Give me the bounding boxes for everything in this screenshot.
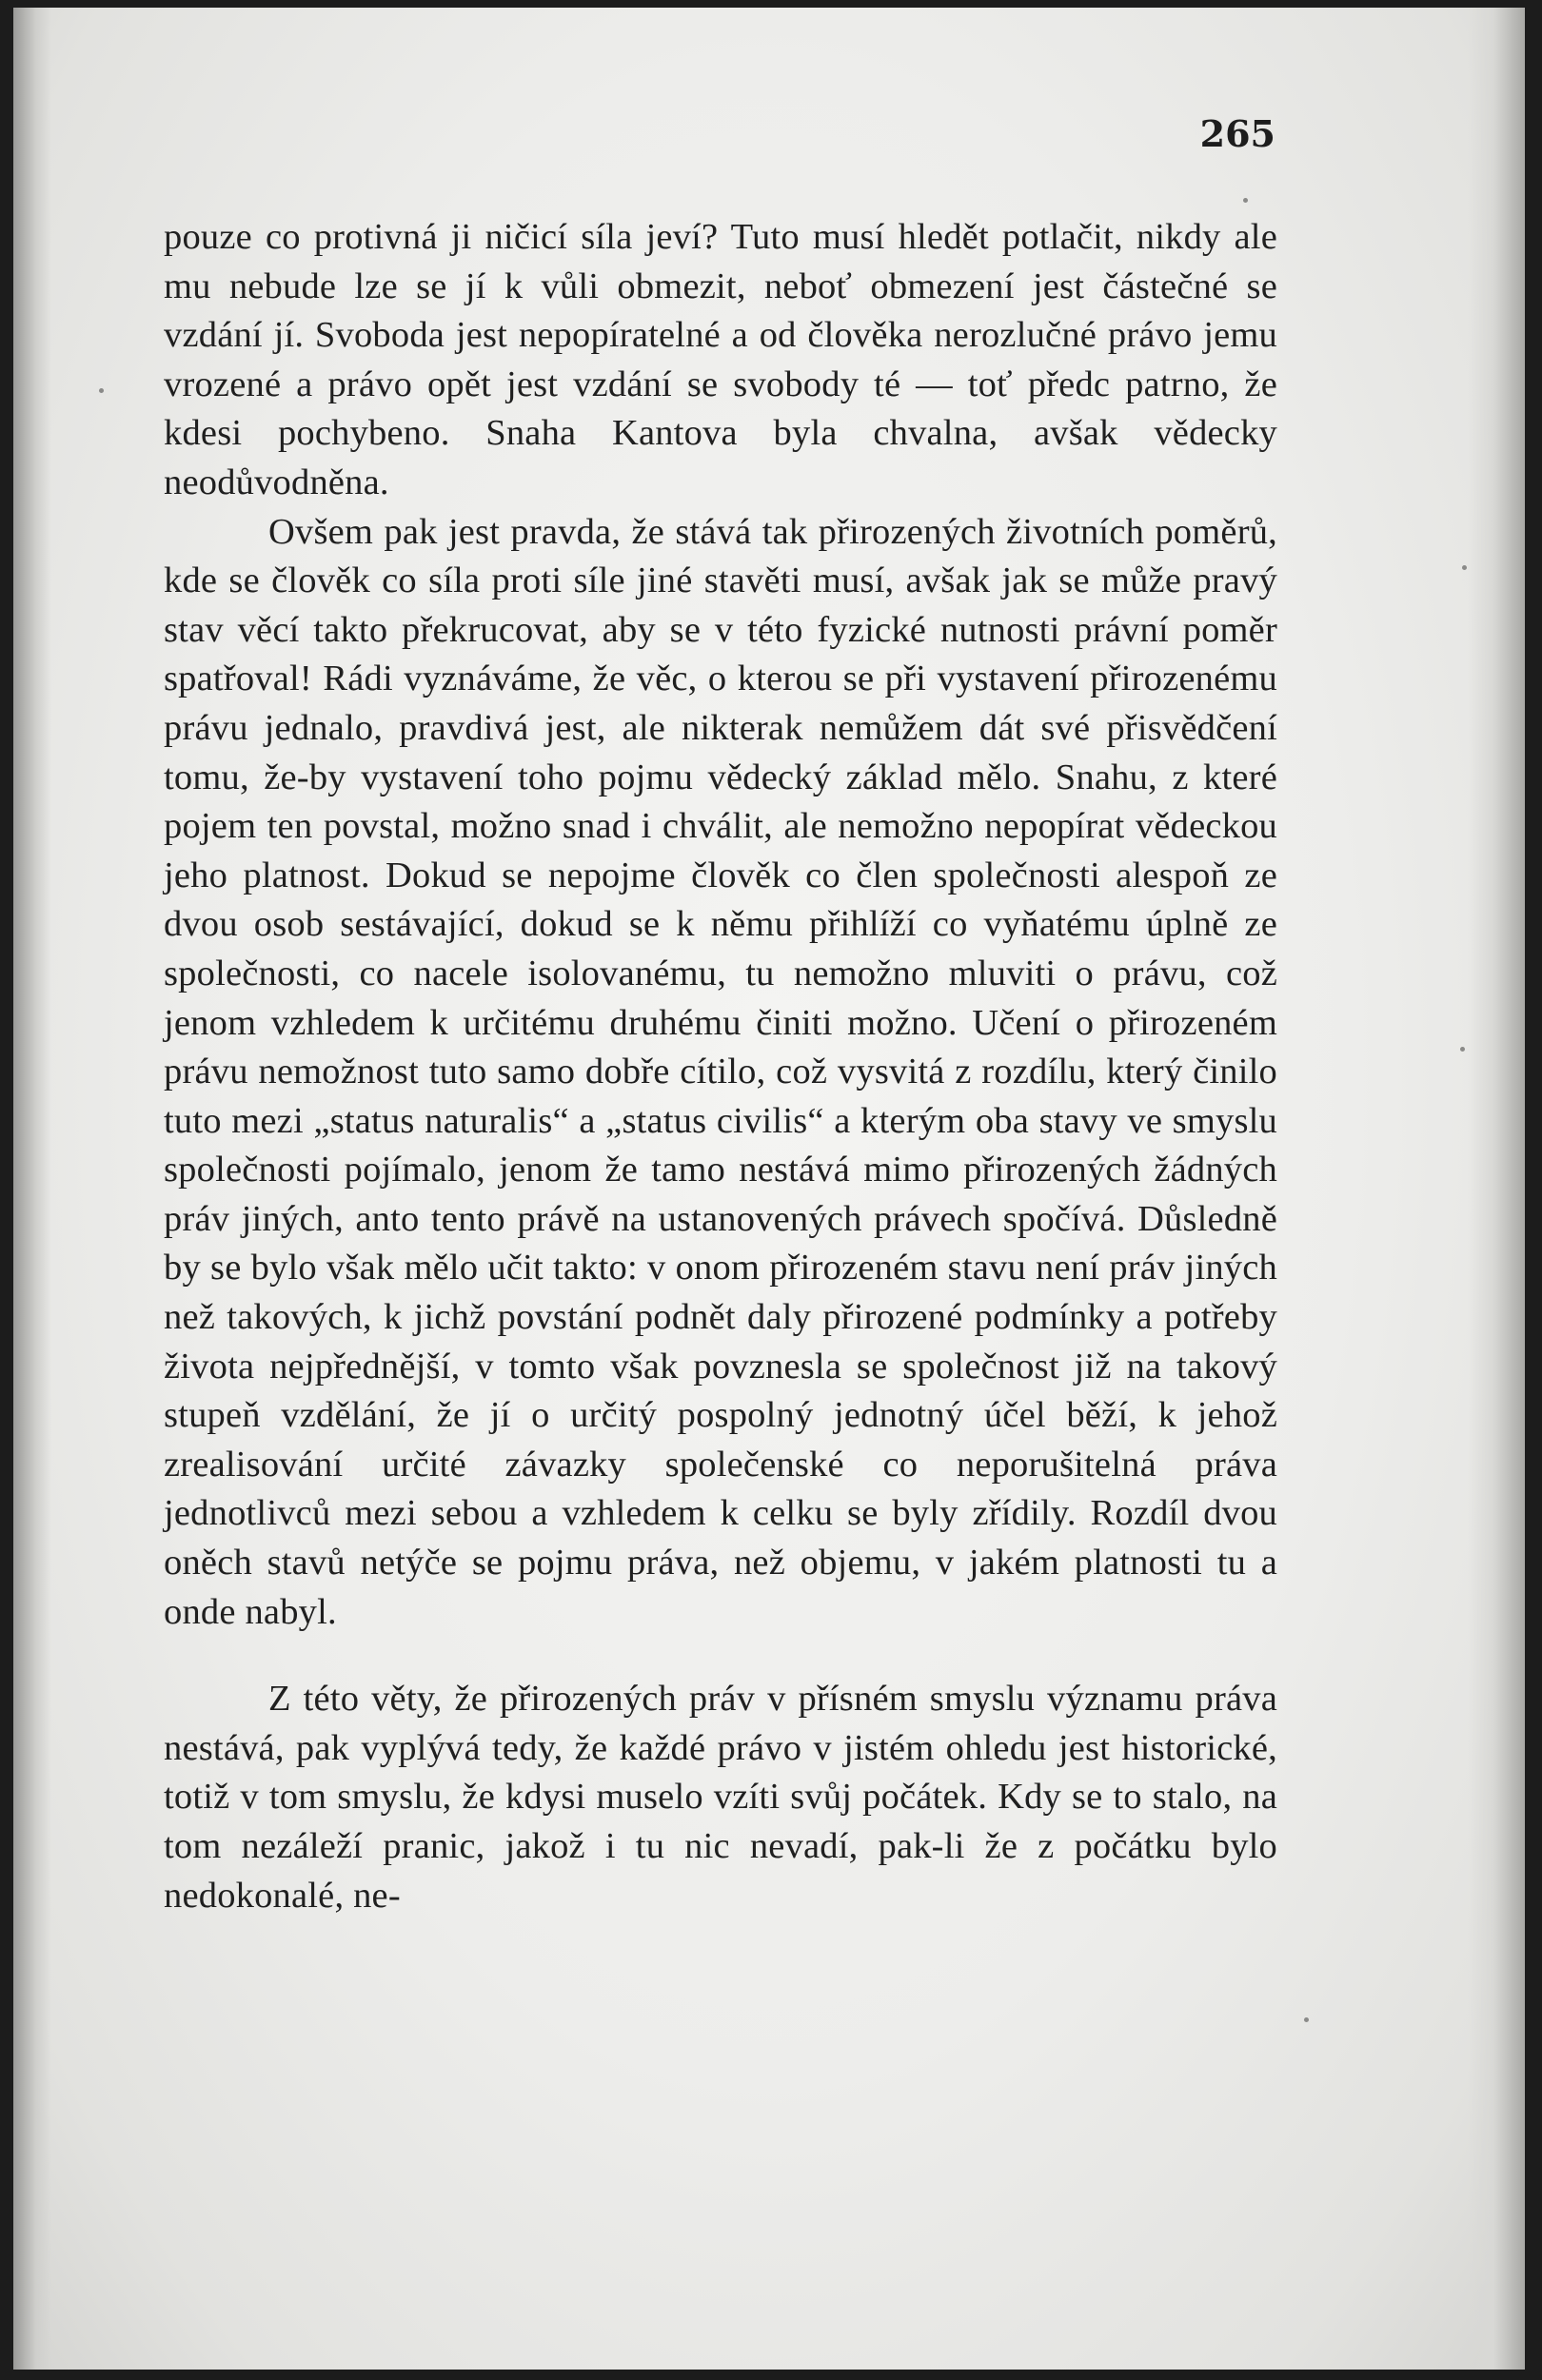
- paragraph-1: pouze co protivná ji ničicí síla jeví? Tuto musí hledět potlačit, nikdy ale mu nebude lze se jí k vůli obmezit, neboť obmezení jest částečné se vzdání jí. Svoboda jest nepopíratelné a od člověka nerozlučné právo jemu vrozené a právo opět jest vzdání se svobody té — toť předc patrno, že kdesi pochybeno. Snaha Kantova byla chvalna, avšak vědecky neodůvodněna.: [164, 217, 1277, 502]
- scan-speck: [99, 388, 104, 393]
- paragraph-2: Ovšem pak jest pravda, že stává tak přirozených životních poměrů, kde se člověk co síla proti síle jiné stavěti musí, avšak jak se může pravý stav věcí takto překrucovat, aby se v této fyzické nutnosti právní poměr spatřoval! Rádi vyznáváme, že věc, o kterou se při vystavení přirozenému právu jednalo, pravdivá jest, ale nikterak nemůžem dát své přisvědčení tomu, že-by vystavení toho pojmu vědecký základ mělo. Snahu, z které pojem ten povstal, možno snad i chválit, ale nemožno nepopírat vědeckou jeho platnost. Dokud se nepojme člověk co člen společnosti alespoň ze dvou osob sestávající, dokud se k němu přihlíží co vyňatému úplně ze společnosti, co nacele isolovanému, tu nemožno mluviti o právu, což jenom vzhledem k určitému druhému činiti možno. Učení o přirozeném právu nemožnost tuto samo dobře cítilo, což vysvitá z rozdílu, který činilo tuto mezi „status naturalis“ a „status civilis“ a kterým oba stavy ve smyslu společnosti pojímalo, jenom že tamo nestává mimo přirozených žádných práv jiných, anto tento právě na ustanovených právech spočívá. Důsledně by se bylo však mělo učit takto: v onom přirozeném stavu není práv jiných než takových, k jichž povstání podnět daly přirozené podmínky a potřeby života nejpřednější, v tomto však povznesla se společnost již na takový stupeň vzdělání, že jí o určitý pospolný jednotný účel běží, k jehož zrealisování určité závazky společenské co neporušitelná práva jednotlivců mezi sebou a vzhledem k celku se byly zřídily. Rozdíl dvou oněch stavů netýče se pojmu práva, než objemu, v jakém platnosti tu a onde nabyl.: [164, 511, 1277, 1632]
- scan-speck: [1243, 198, 1248, 203]
- page-edge-shadow-right: [1468, 8, 1525, 2370]
- scan-speck: [1462, 565, 1467, 570]
- page-number: 265: [1199, 112, 1275, 155]
- scan-speck: [1460, 1047, 1465, 1052]
- paragraph-3: Z této věty, že přirozených práv v přísném smyslu významu práva nestává, pak vyplývá tedy, že každé právo v jistém ohledu jest historické, totiž v tom smyslu, že kdysi muselo vzíti svůj počátek. Kdy se to stalo, na tom nezáleží pranic, jakož i tu nic nevadí, pak-li že z počátku bylo nedokonalé, ne-: [164, 1679, 1277, 1916]
- scan-speck: [1304, 2017, 1309, 2022]
- page-edge-shadow-left: [13, 8, 51, 2370]
- body-text: [164, 213, 1277, 1920]
- paragraph-gap: [164, 1637, 1277, 1675]
